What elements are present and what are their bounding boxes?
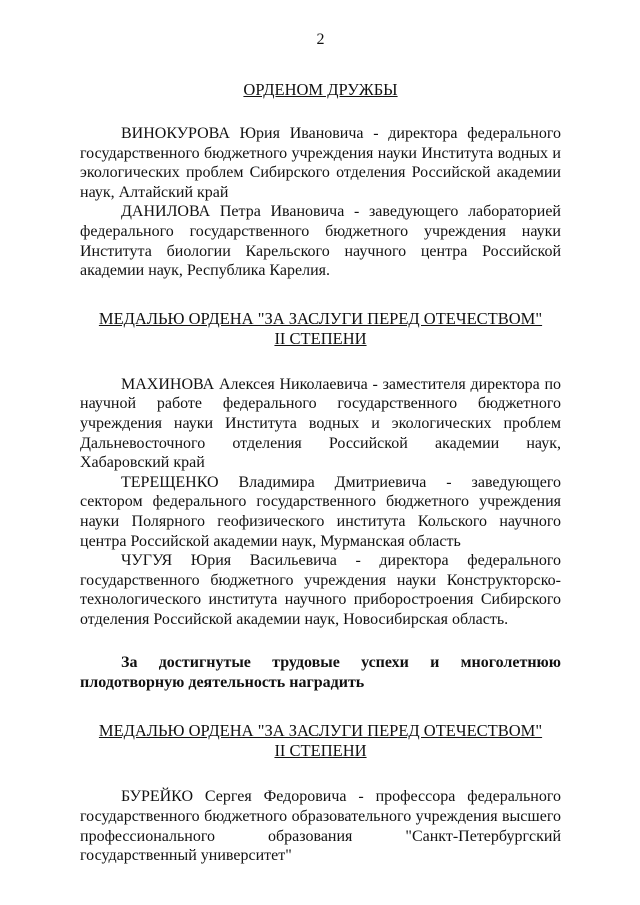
award-entry: ВИНОКУРОВА Юрия Ивановича - директора федерального государственного бюджетного учреждения науки Института водных и экологических проблем Сибирского отделения Российской академии наук, Алтайский край (80, 125, 561, 201)
section-heading-line: ОРДЕНОМ ДРУЖБЫ (243, 80, 398, 99)
section-heading-order-of-friendship (80, 80, 561, 100)
award-entry: МАХИНОВА Алексея Николаевича - заместителя директора по научной работе федерального государственного бюджетного учреждения науки Института водных и экологических проблем Дальневосточного отделения Российской академии наук, Хабаровский край (80, 375, 561, 472)
section-heading-medal (80, 309, 561, 349)
section-heading-line: II СТЕПЕНИ (274, 328, 367, 348)
section-heading-line: II СТЕПЕНИ (274, 741, 367, 761)
section-heading-line: МЕДАЛЬЮ ОРДЕНА "ЗА ЗАСЛУГИ ПЕРЕД ОТЕЧЕСТВОМ" (98, 308, 543, 328)
section-heading-medal (80, 721, 561, 761)
award-entry: ТЕРЕЩЕНКО Владимира Дмитриевича - заведующего сектором федерального государственного бюджетного учреждения науки Полярного геофизического института Кольского научного центра Российской академии наук, Мурманская область (80, 473, 561, 550)
award-statement: За достигнутые трудовые успехи и многолетнюю плодотворную деятельность наградить (80, 654, 561, 692)
page-number: 2 (316, 31, 325, 48)
award-entry: БУРЕЙКО Сергея Федоровича - профессора федерального государственного бюджетного образовательного учреждения высшего профессионального образования "Санкт-Петербургский государственный университет" (80, 788, 561, 865)
section-heading-line: МЕДАЛЬЮ ОРДЕНА "ЗА ЗАСЛУГИ ПЕРЕД ОТЕЧЕСТВОМ" (98, 721, 543, 741)
document-page (80, 30, 561, 866)
award-entry: ДАНИЛОВА Петра Ивановича - заведующего лабораторией федерального государственного бюджетного учреждения науки Института биологии Карельского научного центра Российской академии наук, Республика Карелия. (80, 203, 561, 280)
award-entry: ЧУГУЯ Юрия Васильевича - директора федерального государственного бюджетного учреждения науки Конструкторско-технологического института научного приборостроения Сибирского отделения Российской академии наук, Новосибирская область. (80, 552, 561, 628)
